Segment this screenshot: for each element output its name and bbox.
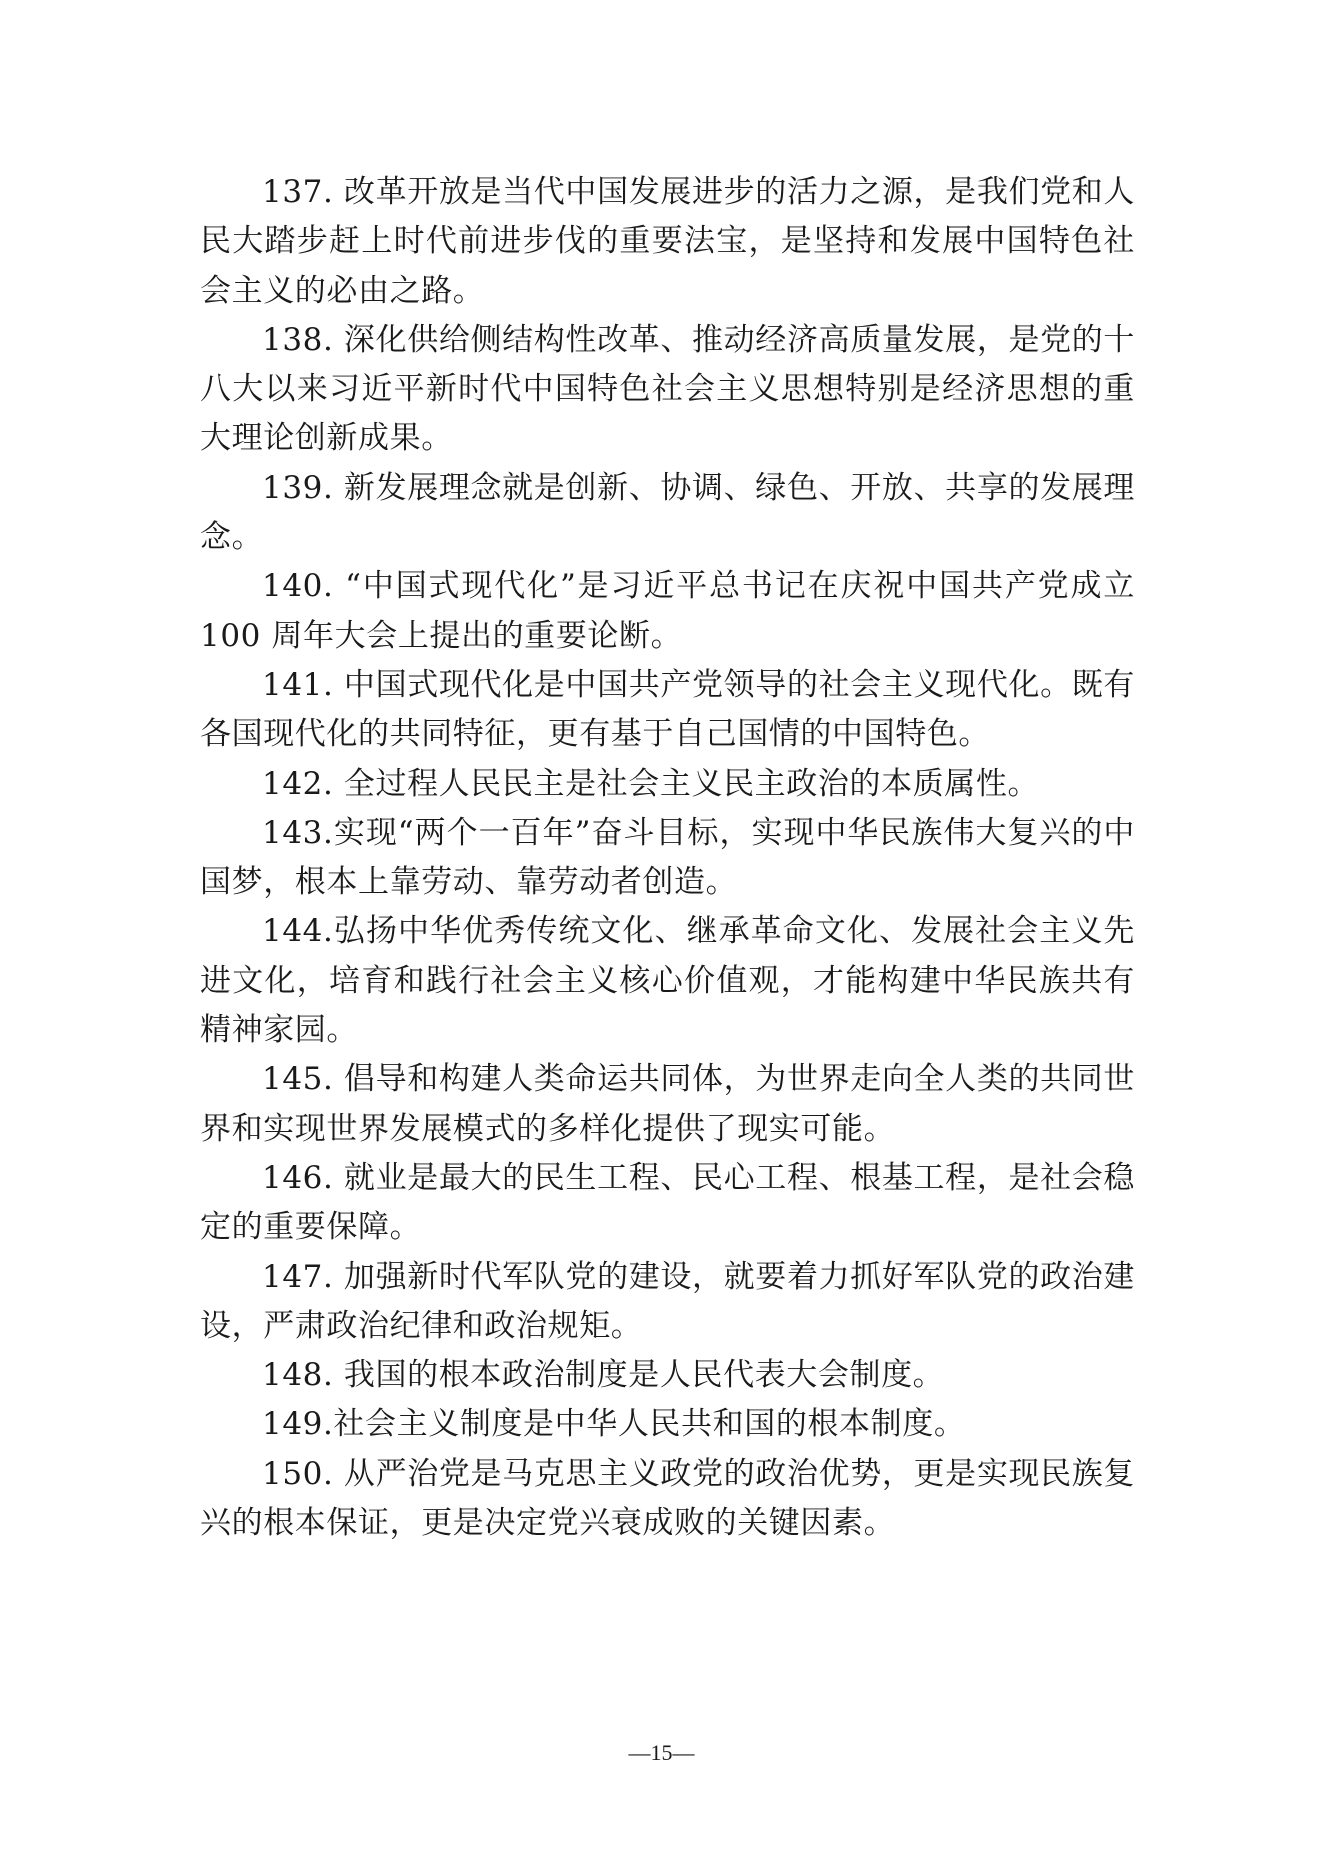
paragraph-137: 137. 改革开放是当代中国发展进步的活力之源，是我们党和人民大踏步赶上时代前进步伐的重要法宝，是坚持和发展中国特色社会主义的必由之路。 <box>200 174 1135 309</box>
paragraph-142: 142. 全过程人民民主是社会主义民主政治的本质属性。 <box>262 765 1040 802</box>
paragraph-143: 143.实现“两个一百年”奋斗目标，实现中华民族伟大复兴的中国梦，根本上靠劳动、靠劳动者创造。 <box>200 814 1135 901</box>
paragraph-148: 148. 我国的根本政治制度是人民代表大会制度。 <box>262 1357 945 1394</box>
paragraph-141: 141. 中国式现代化是中国共产党领导的社会主义现代化。既有各国现代化的共同特征，更有基于自己国情的中国特色。 <box>200 666 1135 753</box>
document-body <box>200 168 1135 1548</box>
paragraph-146: 146. 就业是最大的民生工程、民心工程、根基工程，是社会稳定的重要保障。 <box>200 1159 1135 1246</box>
paragraph-138: 138. 深化供给侧结构性改革、推动经济高质量发展，是党的十八大以来习近平新时代中国特色社会主义思想特别是经济思想的重大理论创新成果。 <box>200 321 1135 457</box>
paragraph-150: 150. 从严治党是马克思主义政党的政治优势，更是实现民族复兴的根本保证，更是决定党兴衰成败的关键因素。 <box>200 1455 1135 1542</box>
paragraph-139: 139. 新发展理念就是创新、协调、绿色、开放、共享的发展理念。 <box>200 469 1135 556</box>
page-number: —15— <box>628 1740 695 1765</box>
paragraph-140: 140. “中国式现代化”是习近平总书记在庆祝中国共产党成立100 周年大会上提出的重要论断。 <box>200 568 1135 654</box>
paragraph-149: 149.社会主义制度是中华人民共和国的根本制度。 <box>262 1406 966 1443</box>
paragraph-147: 147. 加强新时代军队党的建设，就要着力抓好军队党的政治建设，严肃政治纪律和政治规矩。 <box>200 1258 1135 1344</box>
paragraph-144: 144.弘扬中华优秀传统文化、继承革命文化、发展社会主义先进文化，培育和践行社会主义核心价值观，才能构建中华民族共有精神家园。 <box>200 913 1135 1049</box>
paragraph-145: 145. 倡导和构建人类命运共同体，为世界走向全人类的共同世界和实现世界发展模式的多样化提供了现实可能。 <box>200 1061 1135 1147</box>
